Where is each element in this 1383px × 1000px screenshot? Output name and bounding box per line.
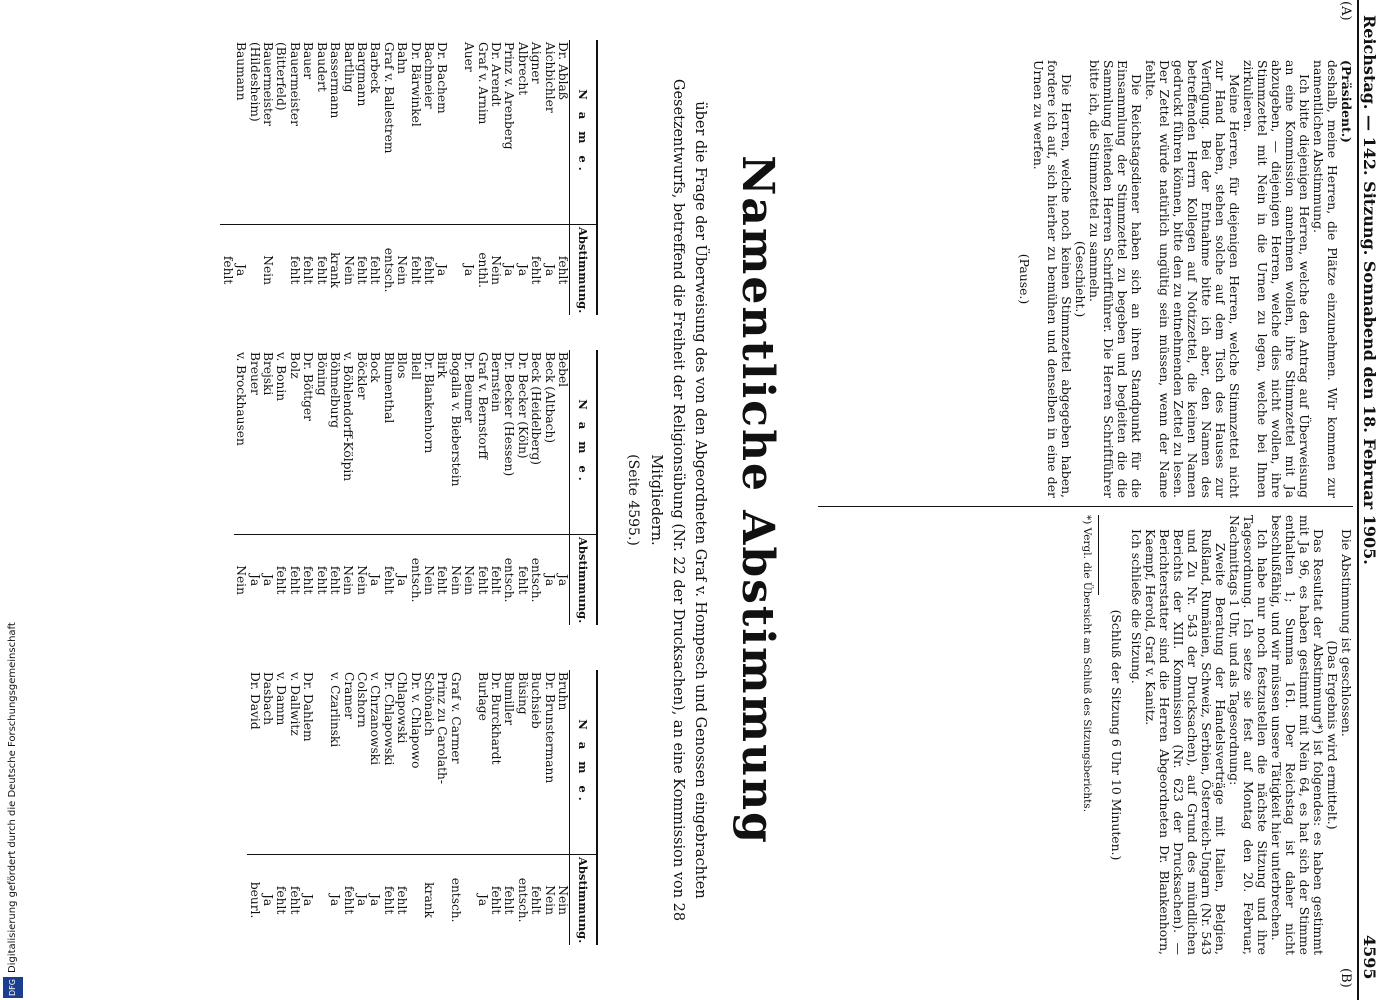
member-vote: Ja	[515, 225, 528, 316]
member-vote: fehlt	[395, 855, 408, 946]
member-vote: Ja	[462, 225, 475, 316]
member-vote: fehlt	[314, 535, 327, 626]
table-row	[462, 670, 475, 945]
member-vote: fehlt	[287, 225, 300, 316]
member-name: Dr. Burckhardt	[488, 672, 503, 765]
member-name: v. Czarlinski	[328, 672, 343, 748]
vote-subtitle: über die Frage der Überweisung des von den Abgeordneten Graf v. Hompesch und Genossen eingebrachten Gesetzentwurfs, betreffend die Freiheit der Religionsübung (Nr. 22 der Drucksachen), an eine Kommission von 28 Mitgliedern.	[648, 78, 708, 922]
table-row	[381, 350, 394, 625]
member-name: Dr. Chlapowski	[381, 672, 396, 766]
member-vote: fehlt	[489, 855, 502, 946]
member-name: Dr. Böttger	[301, 352, 316, 421]
member-vote: krank	[422, 855, 435, 946]
member-name: Dr. v. Chlapowo	[408, 672, 423, 769]
member-name: Bahn	[395, 42, 410, 74]
table-row	[542, 350, 555, 625]
column-header-vote: Abstimmung.	[570, 535, 598, 626]
member-name: v. Brockhausen	[234, 352, 249, 446]
member-name	[462, 670, 475, 855]
member-name: Breuer	[247, 352, 262, 395]
rotated-page	[93, 0, 1383, 1000]
member-name: Bruhn	[556, 672, 570, 711]
member-name: Buchsieb	[529, 672, 544, 729]
table-row	[556, 40, 570, 315]
member-vote: Nein	[556, 855, 570, 946]
member-name: Bumiller	[502, 672, 517, 726]
member-name: Bebel	[556, 352, 570, 388]
member-vote: Ja	[475, 855, 488, 946]
member-vote	[435, 855, 448, 946]
member-name: Cramer	[341, 672, 356, 720]
table-row	[301, 350, 314, 625]
member-name: Dr. Bärwinkel	[408, 42, 423, 127]
member-name: Dasbach	[261, 672, 276, 726]
table-row	[395, 40, 408, 315]
credit-text: Digitalisierung gefördert durch die Deutsche Forschungsgemeinschaft	[7, 622, 18, 974]
member-name: Chlapowski	[395, 672, 410, 744]
member-vote: entsch.	[529, 535, 542, 626]
member-name: Dr. Beumer	[462, 352, 477, 423]
member-name: Bartling	[341, 42, 356, 93]
table-row	[261, 40, 274, 315]
footnote-rule	[1098, 515, 1099, 595]
paragraph: Ich schließe die Sitzung.	[1129, 529, 1144, 684]
paragraph: Ich habe nur noch festzustellen die nächste Sitzung und ihre Tagesordnung. Ich setze sie fest auf Montag den 20. Februar, Nachmittags 1 Uhr, und als Tagesordnung:	[1227, 515, 1270, 955]
paragraph: Meine Herren, für diejenigen Herren, welche Stimmzettel nicht zur Hand haben, stehen solche auf dem Tisch des Hauses zur Verfügung. Bei der Entnahme bitte ich aber, den Namen des betreffenden Herrn Kollegen auf Notizzettel, die keinen Namen gedruckt führen können, bitte den zu entnehmenden Zettel zu lesen. Der Zettel würde natürlich ungültig sein müssen, wenn der Name fehlte.	[1143, 60, 1242, 498]
member-vote: Ja	[556, 535, 570, 626]
table-row	[489, 350, 502, 625]
member-vote: Ja	[261, 535, 274, 626]
member-name: Birk	[435, 352, 450, 379]
member-name: Bachmeier	[421, 42, 436, 109]
table-row	[314, 350, 327, 625]
table-row	[288, 670, 301, 945]
member-name: Blumenthal	[381, 352, 396, 424]
member-name: Dr. Brunstermann	[542, 672, 557, 784]
member-vote: Ja	[435, 225, 448, 316]
member-name: Dr. David	[247, 672, 262, 730]
member-name: Blos	[395, 352, 410, 379]
member-vote: Ja	[502, 225, 515, 316]
member-name: Bauermeister	[261, 42, 276, 126]
margin-marker-b: (B)	[1338, 968, 1353, 988]
member-name: Prinz zu Carolath-	[435, 672, 450, 784]
member-name	[448, 40, 461, 225]
table-row	[422, 670, 435, 945]
member-vote: Nein	[395, 225, 408, 316]
table-row	[542, 40, 555, 315]
table-row	[475, 40, 488, 315]
member-vote: entsch.	[448, 855, 461, 946]
table-row	[515, 40, 528, 315]
table-row	[368, 350, 381, 625]
member-name	[314, 670, 327, 855]
member-name: Bassermann	[328, 42, 343, 119]
member-name: v. Chrzanowski	[368, 672, 383, 766]
vote-title: Namentliche Abstimmung	[732, 155, 783, 845]
member-vote: fehlt	[355, 225, 368, 316]
stage-direction: (Geschieht.)	[1073, 240, 1088, 318]
column-divider	[818, 506, 1353, 507]
member-name	[220, 40, 233, 225]
dfg-credit	[3, 0, 23, 998]
member-name: Dr. Bachem	[435, 42, 450, 114]
table-row	[462, 40, 475, 315]
table-row	[502, 40, 515, 315]
member-vote: Ja	[355, 855, 368, 946]
member-name: Bernstein	[488, 352, 503, 412]
member-vote: Nein	[261, 225, 274, 316]
vote-source-page: (Seite 4595.)	[625, 454, 641, 546]
member-vote	[247, 225, 260, 316]
paragraph: Das Resultat der Abstimmung*) ist folgendes: es haben gestimmt mit Ja 96, es haben gestimmt mit Nein 64, es hat sich der Stimme enthalten 1; Summa 161. Der Reichstag ist daher nicht beschlußfähig, und wir müssen unsere Tätigkeit hier unterbrechen.	[1269, 515, 1326, 955]
member-vote: Ja	[301, 855, 314, 946]
column-header-name: N a m e.	[570, 350, 598, 535]
member-name: Barbeck	[368, 42, 383, 94]
member-name: Prinz v. Arenberg	[502, 42, 517, 150]
table-row	[422, 40, 435, 315]
table-row	[368, 670, 381, 945]
member-vote: fehlt	[435, 535, 448, 626]
table-row	[475, 350, 488, 625]
member-name: Schönaich	[421, 672, 436, 737]
member-name: Graf v. Carmer	[448, 672, 463, 764]
dfg-logo: DFG	[3, 977, 23, 998]
member-vote: fehlt	[556, 225, 570, 316]
table-row	[556, 670, 570, 945]
member-name: Bargmann	[354, 42, 369, 107]
table-row	[301, 670, 314, 945]
table-row	[328, 350, 341, 625]
table-row	[395, 350, 408, 625]
paragraph: deshalb, meine Herren, die Plätze einzunehmen. Wir kommen zur namentlichen Abstimmung.	[1311, 60, 1340, 498]
table-row	[502, 670, 515, 945]
vote-table-1	[220, 40, 598, 315]
member-vote	[448, 225, 461, 316]
member-vote: fehlt	[301, 535, 314, 626]
table-row	[287, 40, 300, 315]
member-vote: Nein	[489, 225, 502, 316]
table-row	[502, 350, 515, 625]
table-row	[408, 40, 421, 315]
table-row	[448, 40, 461, 315]
table-row	[247, 670, 260, 945]
member-vote: entsch.	[408, 535, 421, 626]
column-header-vote: Abstimmung.	[570, 225, 598, 316]
table-row	[542, 670, 555, 945]
member-name: Büsing	[515, 672, 530, 715]
table-row	[274, 350, 287, 625]
footnote: *) Vergl. die Übersicht am Schluß des Sitzungsberichts.	[1081, 515, 1093, 813]
table-row	[448, 350, 461, 625]
vote-table-3	[247, 670, 598, 945]
table-row	[234, 350, 247, 625]
table-row	[261, 350, 274, 625]
paragraph: Ich bitte diejenigen Herren, welche den Antrag auf Überweisung an eine Kommission annehmen wollen, ihre Stimmzettel mit Ja abzugeben, — diejenigen Herren, welche dies nicht wollen, ihre Stimmzettel mit Nein in die Urnen zu legen, welche bei Ihnen zirkulieren.	[1241, 60, 1312, 498]
table-row	[355, 670, 368, 945]
stage-direction: (Schluß der Sitzung 6 Uhr 10 Minuten.)	[1109, 609, 1124, 861]
column-header-name: N a m e.	[570, 670, 598, 855]
table-row	[341, 40, 354, 315]
member-vote: entsch.	[502, 535, 515, 626]
member-vote: entsch.	[515, 855, 528, 946]
member-vote: fehlt	[301, 225, 314, 316]
table-row	[435, 40, 448, 315]
member-name: Bogalla v. Bieberstein	[448, 352, 463, 487]
member-name: Graf v. Ballestrem	[381, 42, 396, 154]
table-row	[341, 350, 354, 625]
table-row	[234, 40, 247, 315]
table-row	[328, 670, 341, 945]
member-name: Böhmelburg	[328, 352, 343, 429]
member-name: v. Bonin	[274, 352, 289, 402]
member-name: Blell	[408, 352, 423, 380]
page-number: 4595	[1360, 935, 1379, 980]
member-vote: Ja	[368, 855, 381, 946]
table-row	[529, 670, 542, 945]
page-header-title: Reichstag. — 142. Sitzung. Sonnabend den 18. Februar 1905.	[1360, 15, 1379, 565]
member-name: Brejski	[261, 352, 276, 396]
table-row	[247, 350, 260, 625]
member-vote: fehlt	[341, 855, 354, 946]
table-row	[314, 670, 327, 945]
member-vote	[274, 225, 287, 316]
member-name: Bauer	[301, 42, 316, 80]
member-vote: Ja	[261, 855, 274, 946]
table-row	[408, 670, 421, 945]
table-row	[220, 40, 233, 315]
member-vote: Nein	[448, 535, 461, 626]
stage-direction: (Pause.)	[1017, 253, 1032, 305]
member-vote: fehlt	[274, 855, 287, 946]
member-name: Bolz	[287, 352, 302, 379]
member-name: Bock	[368, 352, 383, 383]
member-vote: fehlt	[529, 225, 542, 316]
table-row	[287, 350, 300, 625]
member-vote: Nein	[341, 225, 354, 316]
member-name: Dr. Blankenhorn	[421, 352, 436, 454]
table-row	[556, 350, 570, 625]
table-row	[489, 40, 502, 315]
member-vote: fehlt	[381, 855, 394, 946]
member-name: Böning	[314, 352, 329, 396]
table-row	[341, 670, 354, 945]
member-name: Albrecht	[515, 42, 530, 96]
column-header-name: N a m e.	[570, 40, 598, 225]
member-vote: fehlt	[515, 535, 528, 626]
right-text-column	[1080, 515, 1353, 955]
member-name: v. Damm	[274, 672, 289, 726]
member-name: Burlage	[475, 672, 490, 721]
member-vote: Nein	[341, 535, 354, 626]
table-row	[381, 40, 394, 315]
table-row	[462, 350, 475, 625]
member-name: Colshorn	[354, 672, 369, 728]
table-row	[422, 350, 435, 625]
member-vote: Ja	[328, 855, 341, 946]
member-name: Bauermeister	[287, 42, 302, 126]
member-vote	[408, 855, 421, 946]
member-vote: fehlt	[274, 535, 287, 626]
table-row	[448, 670, 461, 945]
column-header-vote: Abstimmung.	[570, 855, 598, 946]
member-vote: Ja	[234, 225, 247, 316]
table-row	[355, 40, 368, 315]
member-name: Auer	[462, 42, 477, 72]
table-row	[529, 350, 542, 625]
member-vote: Nein	[542, 855, 555, 946]
member-vote: Nein	[234, 535, 247, 626]
member-vote: Nein	[462, 535, 475, 626]
member-name: Dr. Becker (Köln)	[515, 352, 530, 459]
member-vote	[462, 855, 475, 946]
agenda-item: Zweite Beratung der Handelsverträge mit Italien, Belgien, Rußland, Rumänien, Schweiz, Serbien, Österreich-Ungarn (Nr. 543 und Zu Nr. 543 der Drucksachen), auf Grund des mündlichen Berichts der XIII. Kommission (Nr. 623 der Drucksachen). — Berichterstatter sind die Herren Abgeordneten Dr. Blankenhorn, Kaempf, Herold, Graf v. Kanitz.	[1143, 529, 1228, 955]
member-vote: Nein	[355, 535, 368, 626]
member-vote: fehlt	[328, 535, 341, 626]
member-vote	[314, 855, 327, 946]
member-vote: Ja	[368, 535, 381, 626]
table-row	[435, 350, 448, 625]
paragraph: Die Abstimmung ist geschlossen.	[1339, 529, 1354, 737]
member-vote: fehlt	[529, 855, 542, 946]
member-name: Baumann	[234, 42, 249, 101]
table-row	[314, 40, 327, 315]
margin-marker-a: (A)	[1338, 1, 1353, 21]
member-name: Dr. Arendt	[488, 42, 503, 107]
left-text-column	[1017, 60, 1353, 498]
vote-table-2	[234, 350, 598, 625]
stage-direction: (Das Ergebnis wird ermittelt.)	[1325, 640, 1340, 830]
member-name: Beck (Altbach)	[542, 352, 557, 444]
member-name: (Bitterfeld)	[274, 42, 289, 111]
paragraph: Die Herren, welche noch keinen Stimmzettel abgegeben haben, fordere ich auf, sich hierher zu bemühen und denselben in eine der Urnen zu werfen.	[1031, 60, 1074, 498]
member-name: Graf v. Arnim	[475, 42, 490, 125]
table-row	[261, 670, 274, 945]
paragraph: Die Reichstagsdiener haben sich an ihren Standpunkt für die Einsammlung der Stimmzettel zu begeben und begleiten die die Sammlung leitenden Herren Schriftführer. Die Herren Schriftführer bitte ich, die Stimmzettel zu sammeln.	[1087, 60, 1144, 498]
table-row	[355, 350, 368, 625]
member-name: Graf v. Bernstorff	[475, 352, 490, 460]
member-vote: fehlt	[288, 855, 301, 946]
member-name: Dr. Becker (Hessen)	[502, 352, 517, 477]
member-vote: Ja	[395, 535, 408, 626]
header-rule	[1358, 0, 1360, 1000]
table-row	[408, 350, 421, 625]
member-vote: Nein	[422, 535, 435, 626]
member-vote: Ja	[542, 535, 555, 626]
member-vote: fehlt	[408, 225, 421, 316]
member-name: Baudert	[314, 42, 329, 92]
member-vote: Ja	[247, 535, 260, 626]
table-row	[515, 670, 528, 945]
table-row	[489, 670, 502, 945]
member-vote: fehlt	[220, 225, 233, 316]
member-vote: fehlt	[502, 855, 515, 946]
member-vote: entsch.	[381, 225, 394, 316]
table-row	[368, 40, 381, 315]
member-name: Aigner	[529, 42, 544, 84]
member-name: Dr. Dahlem	[301, 672, 316, 742]
table-row	[395, 670, 408, 945]
speaker-label: (Präsident.)	[1339, 60, 1354, 143]
table-row	[301, 40, 314, 315]
member-vote: fehlt	[422, 225, 435, 316]
table-row	[274, 670, 287, 945]
member-vote: fehlt	[287, 535, 300, 626]
member-vote: fehlt	[475, 535, 488, 626]
member-name: (Hildesheim)	[247, 42, 262, 122]
table-row	[529, 40, 542, 315]
member-vote: krank	[328, 225, 341, 316]
member-vote: fehlt	[368, 225, 381, 316]
member-vote: enthl.	[475, 225, 488, 316]
table-row	[381, 670, 394, 945]
member-name: v. Dallwitz	[287, 672, 302, 736]
table-row	[328, 40, 341, 315]
member-name: Dr. Ablaß	[556, 42, 570, 100]
table-row	[247, 40, 260, 315]
table-row	[515, 350, 528, 625]
table-row	[435, 670, 448, 945]
table-row	[274, 40, 287, 315]
member-vote: fehlt	[489, 535, 502, 626]
member-name: Aichbichler	[542, 42, 557, 113]
member-vote: fehlt	[314, 225, 327, 316]
member-vote: Ja	[542, 225, 555, 316]
member-name: Böckler	[354, 352, 369, 400]
member-name: Beck (Heidelberg)	[529, 352, 544, 466]
member-name: v. Böhlendorff-Kölpin	[341, 352, 356, 482]
member-vote: fehlt	[381, 535, 394, 626]
table-row	[475, 670, 488, 945]
member-vote: beurl.	[247, 855, 260, 946]
